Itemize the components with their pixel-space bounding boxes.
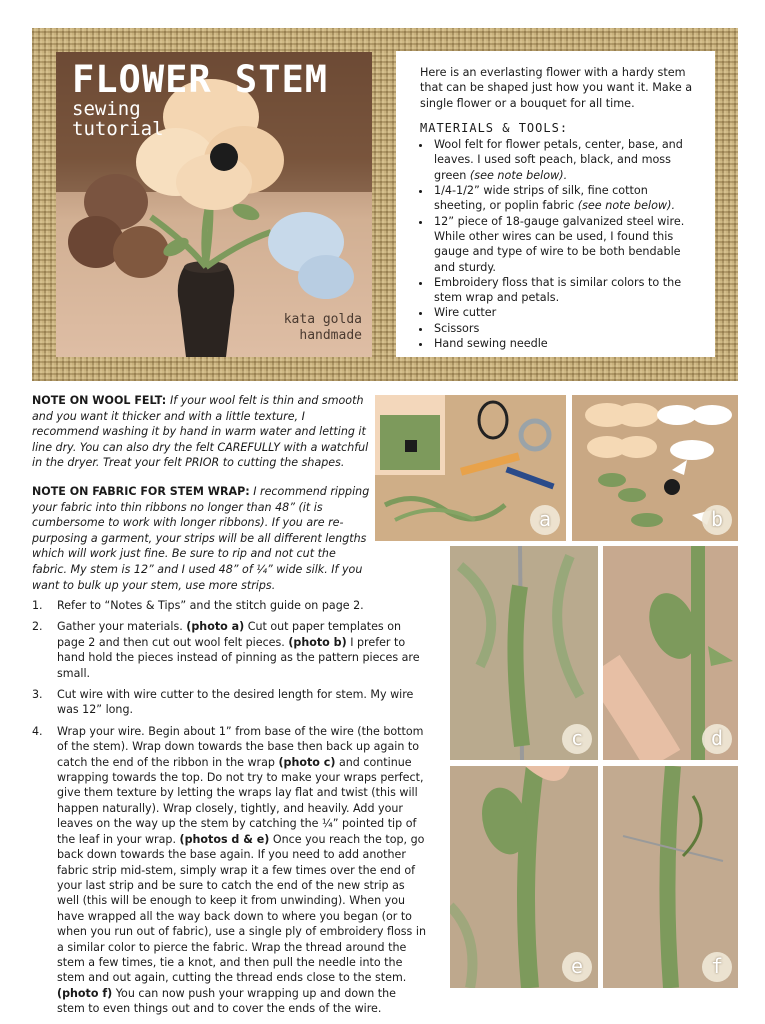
step-item <box>32 619 427 681</box>
material-item <box>432 183 701 214</box>
credit-line1: kata golda <box>283 312 362 327</box>
photo-reference: (photos d & e) <box>179 832 270 846</box>
step-text: Once you reach the top, go back down towards the base again. If you need to add another fabric strip mid-stem, simply wrap it a few times over the end of your last strip and be sure to catch the end of the new strip as well (this will be enough to keep it from unwinding). When you have wrapped all the way back down to where you began (or to when you run out of fabric), use a single ply of embroidery floss in a similar color to pierce the fabric. Wrap the thread around the stem a few times, tie a knot, and then pull the needle into the stem and out again, cutting the thread ends close to the stem. <box>57 832 426 985</box>
material-item <box>432 336 701 351</box>
instruction-steps <box>32 598 427 1023</box>
step-item <box>32 724 427 1017</box>
step-number: 3. <box>32 688 43 702</box>
step-text: and continue wrapping towards the top. Do not try to make your wraps perfect, give them texture by letting the wraps lay flat and twist (this will happen naturally). Wrap closely, tightly, and heavily. Add your leaves on the way up the stem by catching the ¼” pointed tip of the leaf in your wrap. <box>57 755 424 846</box>
steps-list <box>32 598 427 1017</box>
intro-box <box>396 51 715 357</box>
photo-label-d: d <box>702 724 732 754</box>
note-fabric <box>32 484 372 593</box>
material-text: 12” piece of 18-gauge galvanized steel wire. While other wires can be used, I found this gauge and type of wire to be both bendable and sturdy. <box>434 214 685 274</box>
material-text: Hand sewing needle <box>434 337 548 351</box>
material-text: Wire cutter <box>434 306 497 320</box>
materials-list <box>420 137 701 351</box>
note-wool-felt: NOTE ON WOOL FELT: If your wool felt is thin and smooth and you want it thicker and with a little texture, I recommend washing it by hand in warm water and letting it line dry. You can also dry the felt CAREFULLY with a watchful in the dryer. Treat your felt PRIOR to cutting the shapes. <box>32 394 369 470</box>
step-number: 4. <box>32 724 43 738</box>
material-item <box>432 137 701 183</box>
note-felt-text: If your wool felt is thin and smooth and you want it thicker and with a little texture, I recommend washing it by hand in warm water and letting it line dry. You can also dry the felt CAREFULLY with a watchful in the dryer. Treat your felt PRIOR to cutting the shapes. <box>32 394 369 470</box>
material-item <box>432 214 701 275</box>
hero-subtitle <box>72 99 164 139</box>
material-text: Embroidery floss that is similar colors to the stem wrap and petals. <box>434 275 682 305</box>
note-felt-label: NOTE ON WOOL FELT <box>32 394 162 407</box>
photo-label-f: f <box>702 952 732 982</box>
photo-d <box>603 546 738 760</box>
material-text: Wool felt for flower petals, center, base, and leaves. I used soft peach, black, and moss green <box>434 138 683 182</box>
note-fabric-text: I recommend ripping your fabric into thin ribbons no longer than 48” (it is cumbersome to work with longer ribbons). If you are re-purposing a garment, your strips will be all different lengths which will work just fine. Be sure to rip and not cut the fabric. My stem is 12” and I used 48” of ¼” wide silk. If you want to bulk up your stem, use more strips. <box>32 485 370 592</box>
photo-label-c: c <box>562 724 592 754</box>
photo-label-b: b <box>702 505 732 535</box>
photo-b <box>572 395 738 541</box>
photo-reference: (photo b) <box>288 635 347 649</box>
credit-line2: handmade <box>299 328 362 343</box>
hero-subtitle-line2: tutorial <box>72 118 164 140</box>
step-text: Cut out paper templates on page 2 and then cut out wool felt pieces. <box>57 620 402 649</box>
material-text: Scissors <box>434 321 480 335</box>
materials-heading: MATERIALS & TOOLS: <box>420 120 569 135</box>
photo-reference: (photo f) <box>57 986 113 1000</box>
step-text: Gather your materials. <box>57 620 187 634</box>
hero-subtitle-line1: sewing <box>72 98 141 120</box>
material-item <box>432 321 701 336</box>
photo-label-a: a <box>530 505 560 535</box>
step-text: You can now push your wrapping up and down the stem to even things out and to cover the ends of the wire. <box>57 986 397 1016</box>
step-number: 2. <box>32 620 43 634</box>
intro-text: Here is an everlasting flower with a hardy stem that can be shaped just how you want it. Make a single flower or a bouquet for all time. <box>420 66 693 110</box>
material-item <box>432 275 701 306</box>
note-fabric-label: NOTE ON FABRIC FOR STEM WRAP: <box>32 485 250 498</box>
step-text: I prefer to hand hold the pieces instead of pinning as the pattern pieces are small. <box>57 635 420 680</box>
step-text: Refer to “Notes & Tips” and the stitch guide on page 2. <box>57 599 364 612</box>
material-item <box>432 305 701 320</box>
photo-e <box>450 766 598 988</box>
step-number: 1. <box>32 599 43 612</box>
step-item <box>32 598 427 613</box>
step-item <box>32 687 427 718</box>
photo-f <box>603 766 738 988</box>
material-note: (see note below). <box>577 199 676 213</box>
photo-reference: (photo c) <box>278 755 336 769</box>
photo-reference: (photo a) <box>186 620 245 634</box>
material-note: (see note below). <box>469 168 568 182</box>
hero-credit <box>262 312 362 344</box>
photo-c <box>450 546 598 760</box>
photo-a <box>375 395 566 541</box>
material-text: 1/4-1/2” wide strips of silk, fine cotton sheeting, or poplin fabric <box>434 184 648 213</box>
step-text: Wrap your wire. Begin about 1” from base of the wire (the bottom of the stem). Wrap down towards the base then back up again to catch the end of the ribbon in the wrap <box>57 724 424 769</box>
step-text: Cut wire with wire cutter to the desired length for stem. My wire was 12” long. <box>57 688 414 717</box>
hero-title: FLOWER STEM <box>72 58 329 101</box>
photo-label-e: e <box>562 952 592 982</box>
